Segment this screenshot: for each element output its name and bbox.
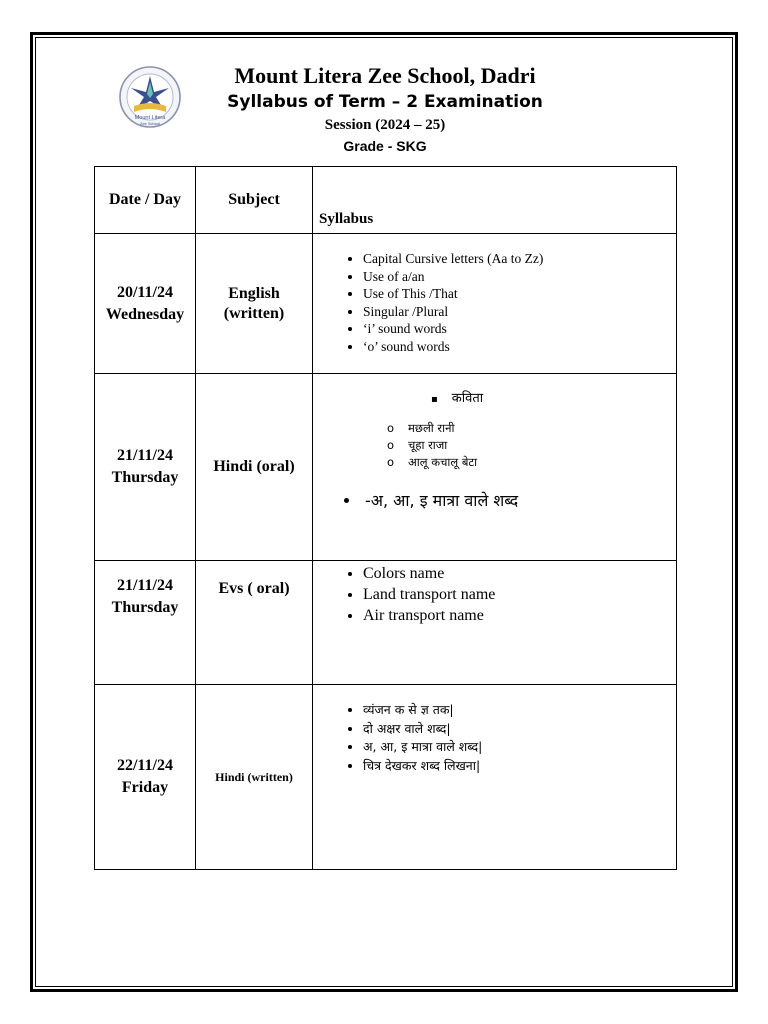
- subject-cell: [196, 685, 313, 870]
- subject-mode: (written): [223, 304, 285, 322]
- list-item: • Colors name: [363, 563, 676, 584]
- syllabus-list: [313, 250, 676, 355]
- school-name: Mount Litera Zee School, Dadri: [234, 63, 536, 88]
- syllabus-cell: [313, 685, 677, 870]
- syllabus-list: [313, 489, 676, 511]
- subject-cell: [196, 234, 313, 374]
- list-item: o आलू कचालू बेटा: [387, 454, 676, 471]
- list-item: • Singular /Plural: [363, 303, 676, 321]
- exam-title: Syllabus of Term – 2 Examination: [227, 92, 543, 112]
- syllabus-cell: [313, 561, 677, 685]
- list-item: • व्यंजन क से ज्ञ तक|: [363, 701, 656, 720]
- date-cell: [95, 685, 196, 870]
- syllabus-heading-list: [313, 388, 676, 406]
- exam-date: 21/11/24: [116, 447, 173, 464]
- list-item: • -अ, आ, इ मात्रा वाले शब्द: [361, 489, 676, 511]
- table-header-row: [95, 167, 677, 234]
- list-item: ▪ कविता: [431, 388, 676, 406]
- list-item: • Use of This /That: [363, 285, 676, 303]
- header-date: Date / Day: [95, 167, 196, 234]
- date-cell: [95, 234, 196, 374]
- exam-day: Wednesday: [105, 305, 185, 323]
- list-item: • ‘i’ sound words: [363, 320, 676, 338]
- exam-day: Friday: [121, 779, 169, 796]
- subject-cell: [196, 561, 313, 685]
- exam-date: 22/11/24: [116, 757, 173, 774]
- list-item: • चित्र देखकर शब्द लिखना|: [363, 757, 656, 776]
- list-item: • Capital Cursive letters (Aa to Zz): [363, 250, 676, 268]
- school-logo: [114, 66, 186, 154]
- list-item: o चूहा राजा: [387, 437, 676, 454]
- table-row: [95, 685, 677, 870]
- list-item: • दो अक्षर वाले शब्द|: [363, 720, 656, 739]
- list-item: • Use of a/an: [363, 268, 676, 286]
- list-item: • अ, आ, इ मात्रा वाले शब्द|: [363, 738, 656, 757]
- subject-name: English: [228, 284, 280, 302]
- list-item: o मछली रानी: [387, 420, 676, 437]
- syllabus-list: [313, 563, 676, 626]
- subject-cell: [196, 374, 313, 561]
- table-row: [95, 374, 677, 561]
- session-label: Session (2024 – 25): [324, 117, 446, 133]
- exam-day: Thursday: [111, 599, 179, 616]
- date-cell: [95, 374, 196, 561]
- document-header: [190, 62, 580, 156]
- date-cell: [95, 561, 196, 685]
- syllabus-cell: [313, 374, 677, 561]
- list-item: • Land transport name: [363, 584, 676, 605]
- subject-name: Hindi (written): [215, 770, 293, 784]
- syllabus-sub-list: [313, 420, 676, 471]
- table-row: [95, 561, 677, 685]
- list-item: • Air transport name: [363, 605, 676, 626]
- syllabus-table: [94, 166, 677, 870]
- exam-day: Thursday: [111, 469, 179, 486]
- list-item: • ‘o’ sound words: [363, 338, 676, 356]
- header-syllabus: Syllabus: [313, 167, 677, 234]
- syllabus-cell: [313, 234, 677, 374]
- subject-name: Hindi (oral): [213, 458, 295, 475]
- syllabus-list: [313, 701, 676, 775]
- table-row: [95, 234, 677, 374]
- grade-label: Grade - SKG: [343, 138, 427, 154]
- header-subject: Subject: [196, 167, 313, 234]
- svg-text:Zee School: Zee School: [139, 121, 161, 126]
- svg-text:Mount Litera: Mount Litera: [134, 115, 166, 121]
- exam-date: 21/11/24: [116, 577, 173, 594]
- subject-name: Evs ( oral): [218, 580, 290, 597]
- exam-date: 20/11/24: [116, 283, 173, 301]
